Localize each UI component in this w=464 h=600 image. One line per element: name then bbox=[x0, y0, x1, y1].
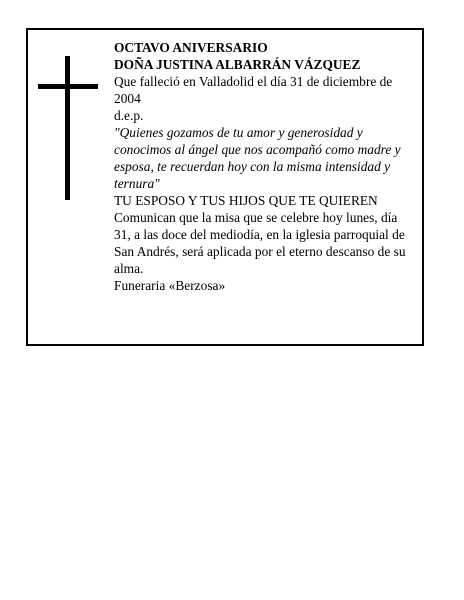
cross-horizontal-bar bbox=[38, 84, 98, 89]
rip-abbreviation: d.e.p. bbox=[114, 108, 144, 123]
death-info: Que falleció en Valladolid el día 31 de diciembre de 2004 bbox=[114, 74, 393, 106]
funeral-home: Funeraria «Berzosa» bbox=[114, 278, 226, 293]
notice-title: OCTAVO ANIVERSARIO bbox=[114, 40, 268, 55]
obituary-notice bbox=[26, 28, 424, 346]
memorial-quote: "Quienes gozamos de tu amor y generosidad y conocimos al ángel que nos acompañó como madre y esposa, te recuerdan hoy con la misma intensidad y ternura" bbox=[114, 125, 401, 191]
mass-announcement: Comunican que la misa que se celebre hoy lunes, día 31, a las doce del mediodía, en la iglesia parroquial de San Andrés, será aplicada por el eterno descanso de su alma. bbox=[114, 210, 406, 276]
notice-text bbox=[114, 39, 414, 294]
latin-cross-icon bbox=[38, 56, 98, 200]
cross-vertical-bar bbox=[65, 56, 70, 200]
deceased-name: DOÑA JUSTINA ALBARRÁN VÁZQUEZ bbox=[114, 57, 361, 72]
family-signature: TU ESPOSO Y TUS HIJOS QUE TE QUIEREN bbox=[114, 193, 378, 208]
